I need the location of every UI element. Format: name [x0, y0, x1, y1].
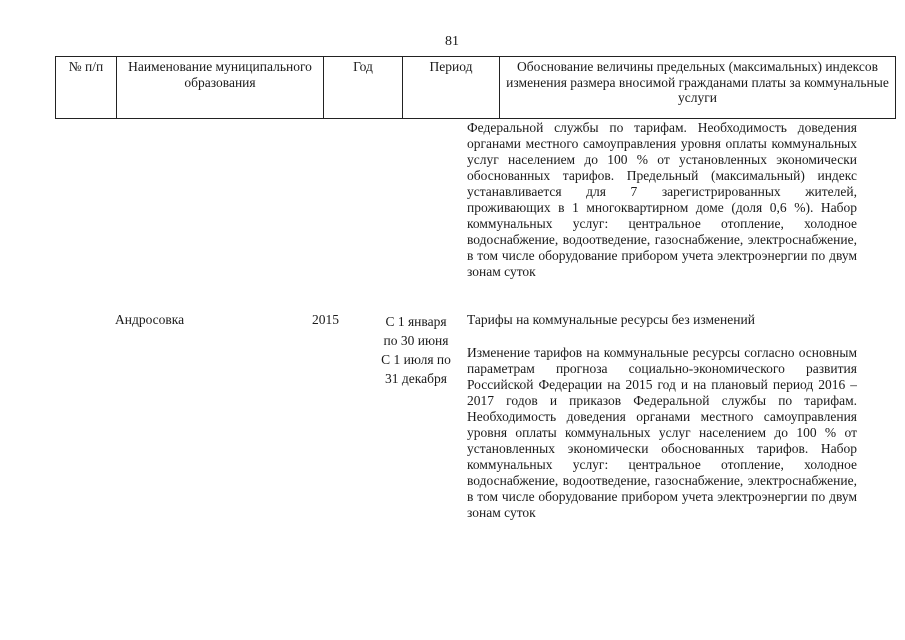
table-header-row: [56, 57, 896, 119]
period-2-to: 31 декабря: [385, 371, 447, 386]
period-2-basis: Изменение тарифов на коммунальные ресурсы согласно основным параметрам прогноза социально-экономического развития Российской Федерации на 2015 год и на плановый период 2016 – 2017 годов и приказов Федеральной службы по тарифам. Необходимость доведения органами местного самоуправления уровня оплаты коммунальных услуг населением до 100 % от установленных экономически обоснованных тарифов. Набор коммунальных услуг: центральное отопление, холодное водоснабжение, водоотведение, газоснабжение, электроснабжение, в том числе оборудование прибором учета электроэнергии по двум зонам суток: [467, 345, 857, 520]
header-name: Наименование муниципального образования: [117, 57, 324, 119]
table-header: [55, 56, 896, 119]
header-period: Период: [403, 57, 500, 119]
row-year: 2015: [312, 312, 339, 327]
header-basis: Обоснование величины предельных (максимальных) индексов изменения размера вносимой гражданами платы за коммунальные услуги: [500, 57, 896, 119]
period-1-to: по 30 июня: [383, 333, 449, 348]
continued-basis-text: Федеральной службы по тарифам. Необходимость доведения органами местного самоуправления уровня оплаты коммунальных услуг населением до 100 % от установленных экономически обоснованных тарифов. Предельный (максимальный) индекс устанавливается для 7 зарегистрированных жителей, проживающих в 1 многоквартирном доме (доля 0,6 %). Набор коммунальных услуг: центральное отопление, холодное водоснабжение, водоотведение, газоснабжение, электроснабжение, в том числе оборудование прибором учета электроэнергии по двум зонам суток: [467, 120, 857, 279]
header-num: № п/п: [56, 57, 117, 119]
municipality-name: Андросовка: [115, 312, 185, 327]
page-number: 81: [445, 34, 459, 49]
period-1-basis: Тарифы на коммунальные ресурсы без изменений: [467, 312, 755, 327]
row-periods: [370, 312, 462, 388]
period-2-from: С 1 июля по: [381, 352, 451, 367]
period-1-from: С 1 января: [385, 314, 447, 329]
header-year: Год: [324, 57, 403, 119]
